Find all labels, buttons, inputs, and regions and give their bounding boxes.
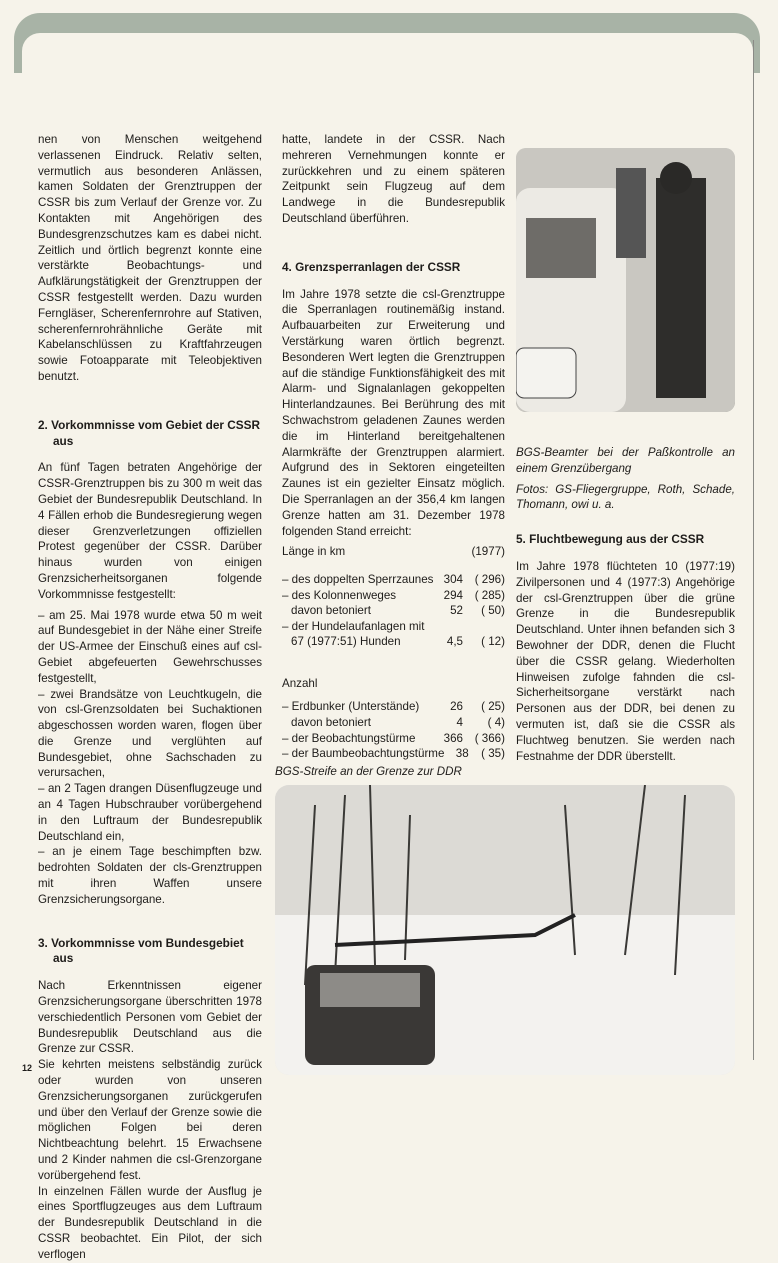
row-value: 4 bbox=[456, 716, 463, 730]
count-table bbox=[282, 676, 505, 762]
row-value: 294 bbox=[443, 588, 463, 602]
row-value bbox=[435, 619, 463, 635]
table-row bbox=[282, 715, 505, 731]
length-table bbox=[282, 544, 505, 650]
row-label: davon betoniert bbox=[291, 604, 371, 618]
section-2-paragraph: An fünf Tagen betraten Angehörige der CSSR-Grenztruppen bis zu 300 m weit das Gebiet der Bundesrepublik Deutschland. In 4 Fällen erhob die Bundesregierung wegen dieser Grenzverletzungen offiziellen Protest gegenüber der CSSR. Darüber hinaus wurden von einigen Grenzsicherheitsorganen folgende Vorkommnisse festgestellt: bbox=[38, 461, 262, 601]
section-4-heading: 4. Grenzsperranlagen der CSSR bbox=[282, 259, 461, 274]
row-prev-value: ( 12) bbox=[481, 635, 505, 649]
section-3-paragraph: Sie kehrten meistens selbständig zurück oder wurden von unseren Grenzsicherungsorganen zurückgerufen und über den Verlauf der Grenze sowie die möglichen Folgen bei deren Nichtbeachtung belehrt. 15 Erwachsene und 2 Kinder nahmen die csl-Grenzorgane vorübergehend fest. bbox=[38, 1058, 262, 1182]
photo-border-patrol-image bbox=[275, 785, 735, 1075]
incident-list bbox=[38, 608, 262, 908]
row-prev-value: ( 25) bbox=[481, 700, 505, 714]
incident-item: – an je einem Tage beschimpften bzw. bedrohten Soldaten der cls-Grenztruppen mit ihren Waffen unsere Grenzsicherungsorgane. bbox=[38, 845, 262, 906]
photo-passport-control bbox=[516, 148, 735, 412]
row-value: 26 bbox=[450, 700, 463, 714]
incident-item: – an 2 Tagen drangen Düsenflugzeuge und an 4 Tagen Hubschrauber vorübergehend in den Luftraum der Bundesrepublik Deutschland ein, bbox=[38, 782, 262, 843]
photo-passport-control-image bbox=[516, 148, 735, 412]
row-prev-value bbox=[463, 619, 505, 635]
section-3-paragraph: In einzelnen Fällen wurde der Ausflug je eines Sportflugzeuges aus dem Luftraum der Bundesrepublik Deutschland in die CSSR beobachtet. Ein Pilot, der sich verflogen bbox=[38, 1184, 262, 1261]
table-row bbox=[282, 588, 505, 604]
row-prev-value: ( 35) bbox=[481, 747, 505, 761]
column-3 bbox=[516, 445, 735, 769]
heading-line: 2. Vorkommnisse vom Gebiet der CSSR bbox=[38, 417, 261, 432]
heading-line: 3. Vorkommnisse vom Bundesgebiet bbox=[38, 935, 244, 950]
row-label: – des doppelten Sperrzaunes bbox=[282, 572, 434, 586]
row-label: – der Hundelaufanlagen mit bbox=[282, 619, 425, 633]
column-1 bbox=[38, 132, 262, 1263]
row-value: 52 bbox=[450, 604, 463, 618]
row-prev-value: ( 366) bbox=[474, 731, 505, 745]
intro-paragraph: nen von Menschen weitgehend verlassenen Eindruck. Relativ selten, vermutlich aus besonderen Anlässen, kamen Soldaten der Grenztruppen der CSSR bis zum Verlauf der Grenze vor. Zu Kontakten mit Angehörigen des Bundesgrenzschutzes kam es dabei nicht. Zeitlich und örtlich begrenzt konnte eine verstärkte Beobachtungs- und Aufklärungstätigkeit der Grenztruppen der CSSR festgestellt werden. Dazu wurden Ferngläser, Scherenfernrohre auf Stativen, scherenfernrohrähnliche Geräte mit Kabelanschlüssen zu Kraftfahrzeugen sowie Fotoapparate mit Teleobjektiven benutzt. bbox=[38, 133, 262, 383]
table-row bbox=[282, 746, 505, 762]
section-3-paragraph: Nach Erkenntnissen eigener Grenzsicherungsorgane überschritten 1978 verschiedentlich Personen vom Gebiet der Bundesrepublik Deutschland aus die Grenze zur CSSR. bbox=[38, 979, 262, 1056]
section-5-heading: 5. Fluchtbewegung aus der CSSR bbox=[516, 532, 705, 547]
table-row bbox=[282, 603, 505, 619]
photo-credits: Fotos: GS-Fliegergruppe, Roth, Schade, Thomann, owi u. a. bbox=[516, 482, 735, 512]
continued-paragraph: hatte, landete in der CSSR. Nach mehreren Vernehmungen konnte er zurückkehren und zu einem späteren Zeitpunkt sein Flugzeug auf dem Landwege in die Bundesrepublik Deutschland überführen. bbox=[282, 133, 505, 225]
heading-line: aus bbox=[53, 951, 74, 966]
heading-line: aus bbox=[53, 433, 74, 448]
incident-item: – am 25. Mai 1978 wurde etwa 50 m weit auf Bundesgebiet in der Nähe einer Streife der US-Armee der Einschuß eines auf csl-Gebiet abgefeuerten Gewehrschusses festgestellt, bbox=[38, 608, 262, 685]
page-edge-line bbox=[753, 40, 754, 1060]
table-row bbox=[282, 634, 505, 650]
row-value: 366 bbox=[443, 731, 463, 745]
incident-item: – zwei Brandsätze von Leuchtkugeln, die von csl-Grenzsoldaten bei Suchaktionen abgeschossen worden waren, flogen über die Grenze und verglühten auf Bundesgebiet, ohne Sachschaden zu verursachen, bbox=[38, 687, 262, 780]
row-label: – des Kolonnenweges bbox=[282, 588, 397, 602]
row-value: 304 bbox=[443, 572, 463, 586]
table-header-prev: (1977) bbox=[471, 545, 505, 559]
table-row bbox=[282, 731, 505, 747]
section-3-heading bbox=[38, 936, 262, 968]
table-header-label: Länge in km bbox=[282, 545, 346, 559]
table-header-label: Anzahl bbox=[282, 676, 318, 690]
row-prev-value: ( 4) bbox=[487, 716, 505, 730]
header-inner bbox=[22, 33, 753, 113]
table-row bbox=[282, 619, 505, 635]
section-4-paragraph: Im Jahre 1978 setzte die csl-Grenztruppe die Sperranlagen routinemäßig instand. Aufbauarbeiten zur Erweiterung und Verstärkung waren örtlich begrenzt. Besonderen Wert legten die Grenztruppen auf die ständige Funktionsfähigkeit des mit Alarm- und Signalanlagen gekoppelten Hinterlandzaunes. Bei Berührung des mit Schwachstrom geladenen Zaunes werden die im Hinterland bereitgehaltenen Alarmkräfte der Grenztruppen alarmiert. Aufgrund des in Sektoren eingeteilten Zaunes ist ein gezielter Einsatz möglich. Die Sperranlagen an der 356,4 km langen Grenze hatten am 31. Dezember 1978 folgenden Stand erreicht: bbox=[282, 287, 505, 538]
row-label: – der Beobachtungstürme bbox=[282, 731, 416, 745]
table-row bbox=[282, 572, 505, 588]
row-prev-value: ( 285) bbox=[474, 588, 505, 602]
row-label: davon betoniert bbox=[291, 716, 371, 730]
table-row bbox=[282, 699, 505, 715]
section-2-heading bbox=[38, 418, 262, 450]
row-value: 4,5 bbox=[446, 635, 463, 649]
row-prev-value: ( 296) bbox=[474, 572, 505, 586]
photo-border-patrol bbox=[275, 785, 735, 1075]
column-2 bbox=[282, 132, 505, 762]
row-value: 38 bbox=[455, 747, 469, 761]
row-label: – Erdbunker (Unterstände) bbox=[282, 700, 420, 714]
page-number: 12 bbox=[22, 1063, 33, 1073]
row-prev-value: ( 50) bbox=[481, 604, 505, 618]
section-5-paragraph: Im Jahre 1978 flüchteten 10 (1977:19) Zivilpersonen und 4 (1977:3) Angehörige der csl-Grenztruppen über die grüne Grenze in die Bundesrepublik Deutschland. Unter ihnen befanden sich 3 Bewohner der DDR, denen die Flucht über die CSSR gelang. Wiederholten Hinweisen zufolge fahnden die csl-Sicherheitsorgane verstärkt nach Personen aus der DDR, bei denen zu vermuten ist, daß sie die CSSR als Fluchtweg benutzen. Sie werden nach Festnahme der DDR überstellt. bbox=[516, 559, 735, 763]
row-label: 67 (1977:51) Hunden bbox=[291, 635, 401, 649]
photo-1-caption: BGS-Beamter bei der Paßkontrolle an einem Grenzübergang bbox=[516, 446, 735, 475]
row-label: – der Baumbeobachtungstürme bbox=[282, 747, 445, 761]
photo-2-caption: BGS-Streife an der Grenze zur DDR bbox=[275, 765, 462, 778]
